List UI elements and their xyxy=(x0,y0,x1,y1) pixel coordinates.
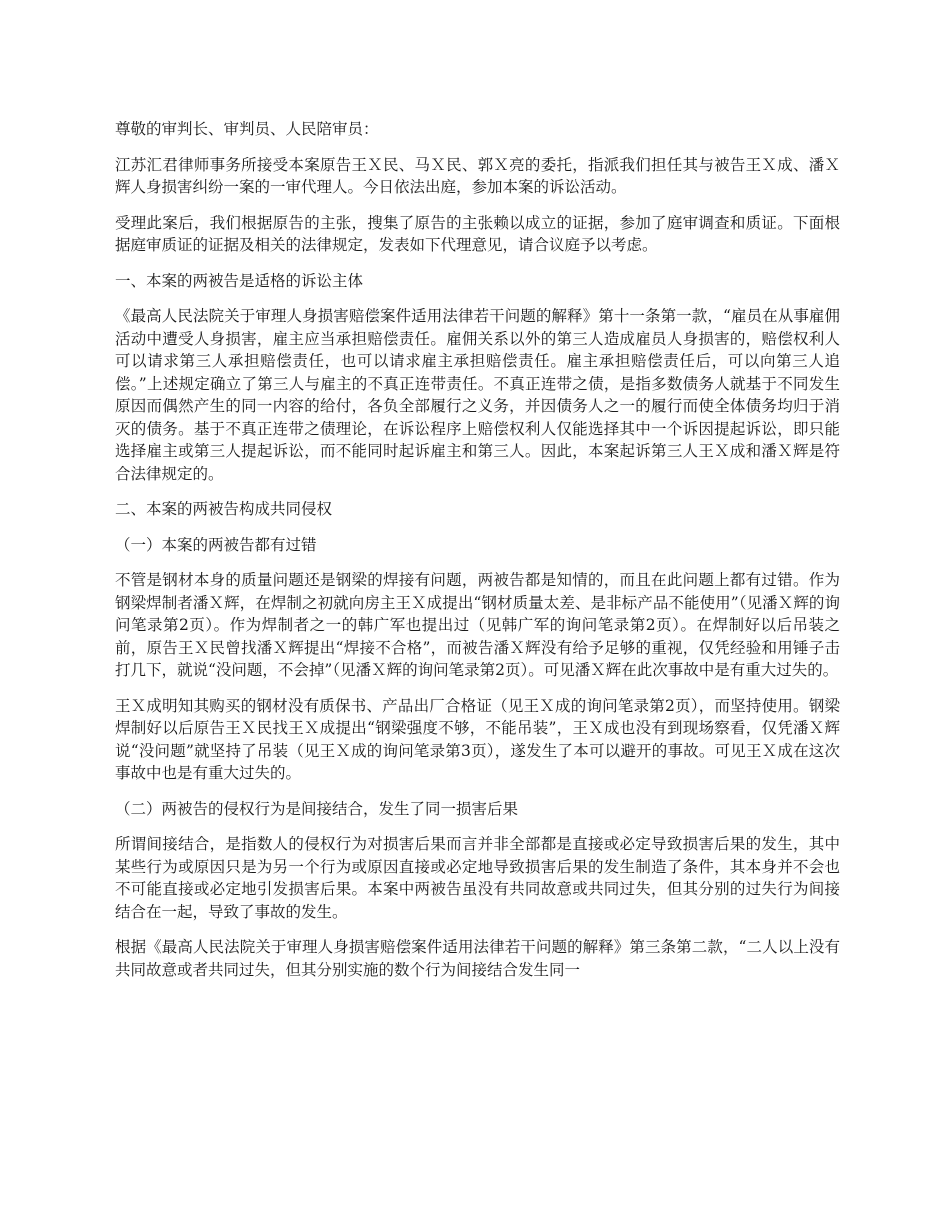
document-body xyxy=(115,118,840,994)
paragraph-legal-article-3: 根据《最高人民法院关于审理人身损害赔偿案件适用法律若干问题的解释》第三条第二款，“二人以上没有共同故意或者共同过失，但其分别实施的数个行为间接结合发生同一 xyxy=(115,938,840,979)
heading-section-2: 二、本案的两被告构成共同侵权 xyxy=(115,500,333,518)
paragraph-indirect-combination: 所谓间接结合，是指数人的侵权行为对损害后果而言并非全部都是直接或必定导致损害后果的发生，其中某些行为或原因只是为另一个行为或原因直接或必定地导致损害后果的发生制造了条件，其本身并不会也不可能直接或必定地引发损害后果。本案中两被告虽没有共同故意或共同过失，但其分别的过失行为间接结合在一起，导致了事故的发生。 xyxy=(115,835,840,921)
paragraph-legal-basis: 《最高人民法院关于审理人身损害赔偿案件适用法律若干问题的解释》第十一条第一款，“雇员在从事雇佣活动中遭受人身损害，雇主应当承担赔偿责任。雇佣关系以外的第三人造成雇员人身损害的，赔偿权利人可以请求第三人承担赔偿责任，也可以请求雇主承担赔偿责任。雇主承担赔偿责任后，可以向第三人追偿。”上述规定确立了第三人与雇主的不真正连带责任。不真正连带之债，是指多数债务人就基于不同发生原因而偶然产生的同一内容的给付，各负全部履行之义务，并因债务人之一的履行而使全体债务均归于消灭的债务。基于不真正连带之债理论，在诉讼程序上赔偿权利人仅能选择其中一个诉因提起诉讼，即只能选择雇主或第三人提起诉讼，而不能同时起诉雇主和第三人。因此，本案起诉第三人王Ｘ成和潘Ｘ辉是符合法律规定的。 xyxy=(115,307,840,483)
heading-subsection-1: （一）本案的两被告都有过错 xyxy=(115,535,317,554)
paragraph-engagement: 江苏汇君律师事务所接受本案原告王Ｘ民、马Ｘ民、郭Ｘ亮的委托，指派我们担任其与被告王Ｘ成、潘Ｘ辉人身损害纠纷一案的一审代理人。今日依法出庭，参加本案的诉讼活动。 xyxy=(115,155,840,196)
heading-subsection-2: （二）两被告的侵权行为是间接结合，发生了同一损害后果 xyxy=(115,799,519,818)
salutation: 尊敬的审判长、审判员、人民陪审员： xyxy=(115,120,379,138)
heading-section-1: 一、本案的两被告是适格的诉讼主体 xyxy=(115,271,364,290)
paragraph-fault-wang: 王Ｘ成明知其购买的钢材没有质保书、产品出厂合格证（见王Ｘ成的询问笔录第2页），而坚持使用。钢梁焊制好以后原告王Ｘ民找王Ｘ成提出“钢梁强度不够，不能吊装”，王Ｘ成也没有到现场察看，仅凭潘Ｘ辉说“没问题”就坚持了吊装（见王Ｘ成的询问笔录第3页），遂发生了本可以避开的事故。可见王Ｘ成在这次事故中也是有重大过失的。 xyxy=(115,696,840,782)
paragraph-fault-pan: 不管是钢材本身的质量问题还是钢梁的焊接有问题，两被告都是知情的，而且在此问题上都有过错。作为钢梁焊制者潘Ｘ辉，在焊制之初就向房主王Ｘ成提出“钢材质量太差、是非标产品不能使用”（见潘Ｘ辉的询问笔录第2页）。作为焊制者之一的韩广军也提出过（见韩广军的询问笔录第2页）。在焊制好以后吊装之前，原告王Ｘ民曾找潘Ｘ辉提出“焊接不合格”，而被告潘Ｘ辉没有给予足够的重视，仅凭经验和用锤子击打几下，就说“没问题，不会掉”（见潘Ｘ辉的询问笔录第2页）。可见潘Ｘ辉在此次事故中是有重大过失的。 xyxy=(115,571,840,679)
paragraph-case-acceptance: 受理此案后，我们根据原告的主张，搜集了原告的主张赖以成立的证据，参加了庭审调查和质证。下面根据庭审质证的证据及相关的法律规定，发表如下代理意见，请合议庭予以考虑。 xyxy=(115,213,840,254)
